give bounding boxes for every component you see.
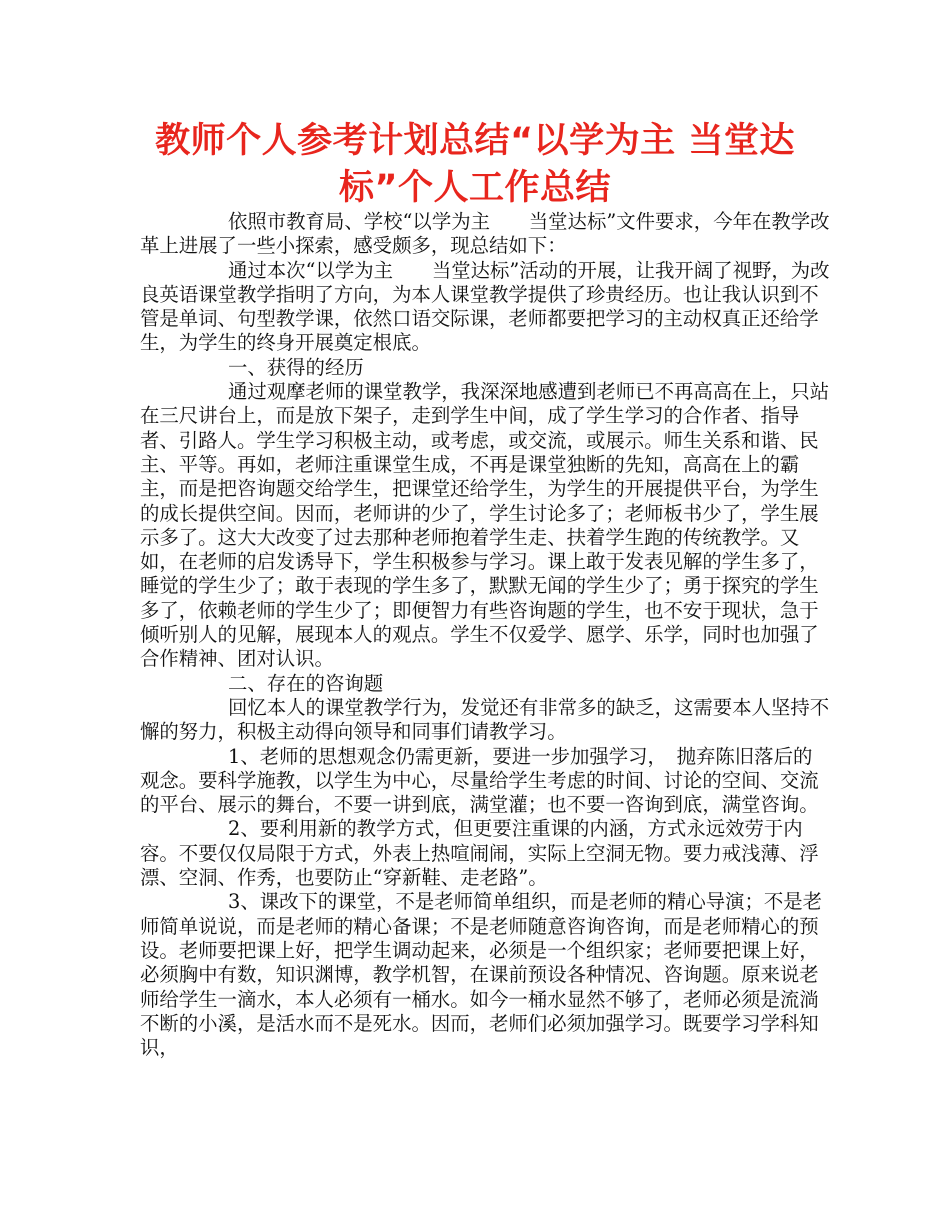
- document-title: [120, 118, 830, 212]
- paragraph: 通过观摩老师的课堂教学，我深深地感遭到老师已不再高高在上，只站在三尺讲台上，而是放下架子，走到学生中间，成了学生学习的合作者、指导者、引路人。学生学习积极主动，或考虑，或交流，或展示。师生关系和谐、民主、平等。再如，老师注重课堂生成，不再是课堂独断的先知，高高在上的霸主，而是把咨询题交给学生，把课堂还给学生，为学生的开展提供平台，为学生的成长提供空间。因而，老师讲的少了，学生讨论多了；老师板书少了，学生展示多了。这大大改变了过去那种老师抱着学生走、扶着学生跑的传统教学。又如，在老师的启发诱导下，学生积极参与学习。课上敢于发表见解的学生多了，睡觉的学生少了；敢于表现的学生多了，默默无闻的学生少了；勇于探究的学生多了，依赖老师的学生少了；即便智力有些咨询题的学生，也不安于现状，急于倾听别人的见解，展现本人的观点。学生不仅爱学、愿学、乐学，同时也加强了合作精神、团对认识。: [140, 380, 830, 671]
- document-body: [140, 210, 830, 1060]
- section-heading: 一、获得的经历: [228, 355, 364, 379]
- list-item: 2、要利用新的教学方式，但更要注重课的内涵，方式永远效劳于内容。不要仅仅局限于方式，外表上热喧闹闹，实际上空洞无物。要力戒浅薄、浮漂、空洞、作秀，也要防止“穿新鞋、走老路”。: [140, 817, 819, 890]
- paragraph: 回忆本人的课堂教学行为，发觉还有非常多的缺乏，这需要本人坚持不懈的努力，积极主动得向领导和同事们请教学习。: [140, 695, 830, 744]
- title-line-1: 教师个人参考计划总结“以学为主 当堂达: [155, 121, 795, 161]
- list-item: 1、老师的思想观念仍需更新，要进一步加强学习， 抛弃陈旧落后的观念。要科学施教，以学生为中心，尽量给学生考虑的时间、讨论的空间、交流的平台、展示的舞台，不要一讲到底，满堂灌；也不要一咨询到底，满堂咨询。: [140, 744, 819, 817]
- title-line-2: 标”个人工作总结: [338, 168, 611, 208]
- list-item: 3、课改下的课堂，不是老师简单组织，而是老师的精心导演；不是老师简单说说，而是老师的精心备课；不是老师随意咨询咨询，而是老师精心的预设。老师要把课上好，把学生调动起来，必须是一个组织家；老师要把课上好，必须胸中有数，知识渊博，教学机智，在课前预设各种情况、咨询题。原来说老师给学生一滴水，本人必须有一桶水。如今一桶水显然不够了，老师必须是流淌不断的小溪，是活水而不是死水。因而，老师们必须加强学习。既要学习学科知识，: [140, 890, 823, 1060]
- intro-paragraph: 依照市教育局、学校“以学为主 当堂达标”文件要求，今年在教学改革上进展了一些小探索，感受颇多，现总结如下：: [140, 210, 830, 258]
- paragraph: 通过本次“以学为主 当堂达标”活动的开展，让我开阔了视野，为改良英语课堂教学指明了方向，为本人课堂教学提供了珍贵经历。也让我认识到不管是单词、句型教学课，依然口语交际课，老师都要把学习的主动权真正还给学生，为学生的终身开展奠定根底。: [140, 258, 830, 355]
- section-heading: 二、存在的咨询题: [228, 671, 384, 695]
